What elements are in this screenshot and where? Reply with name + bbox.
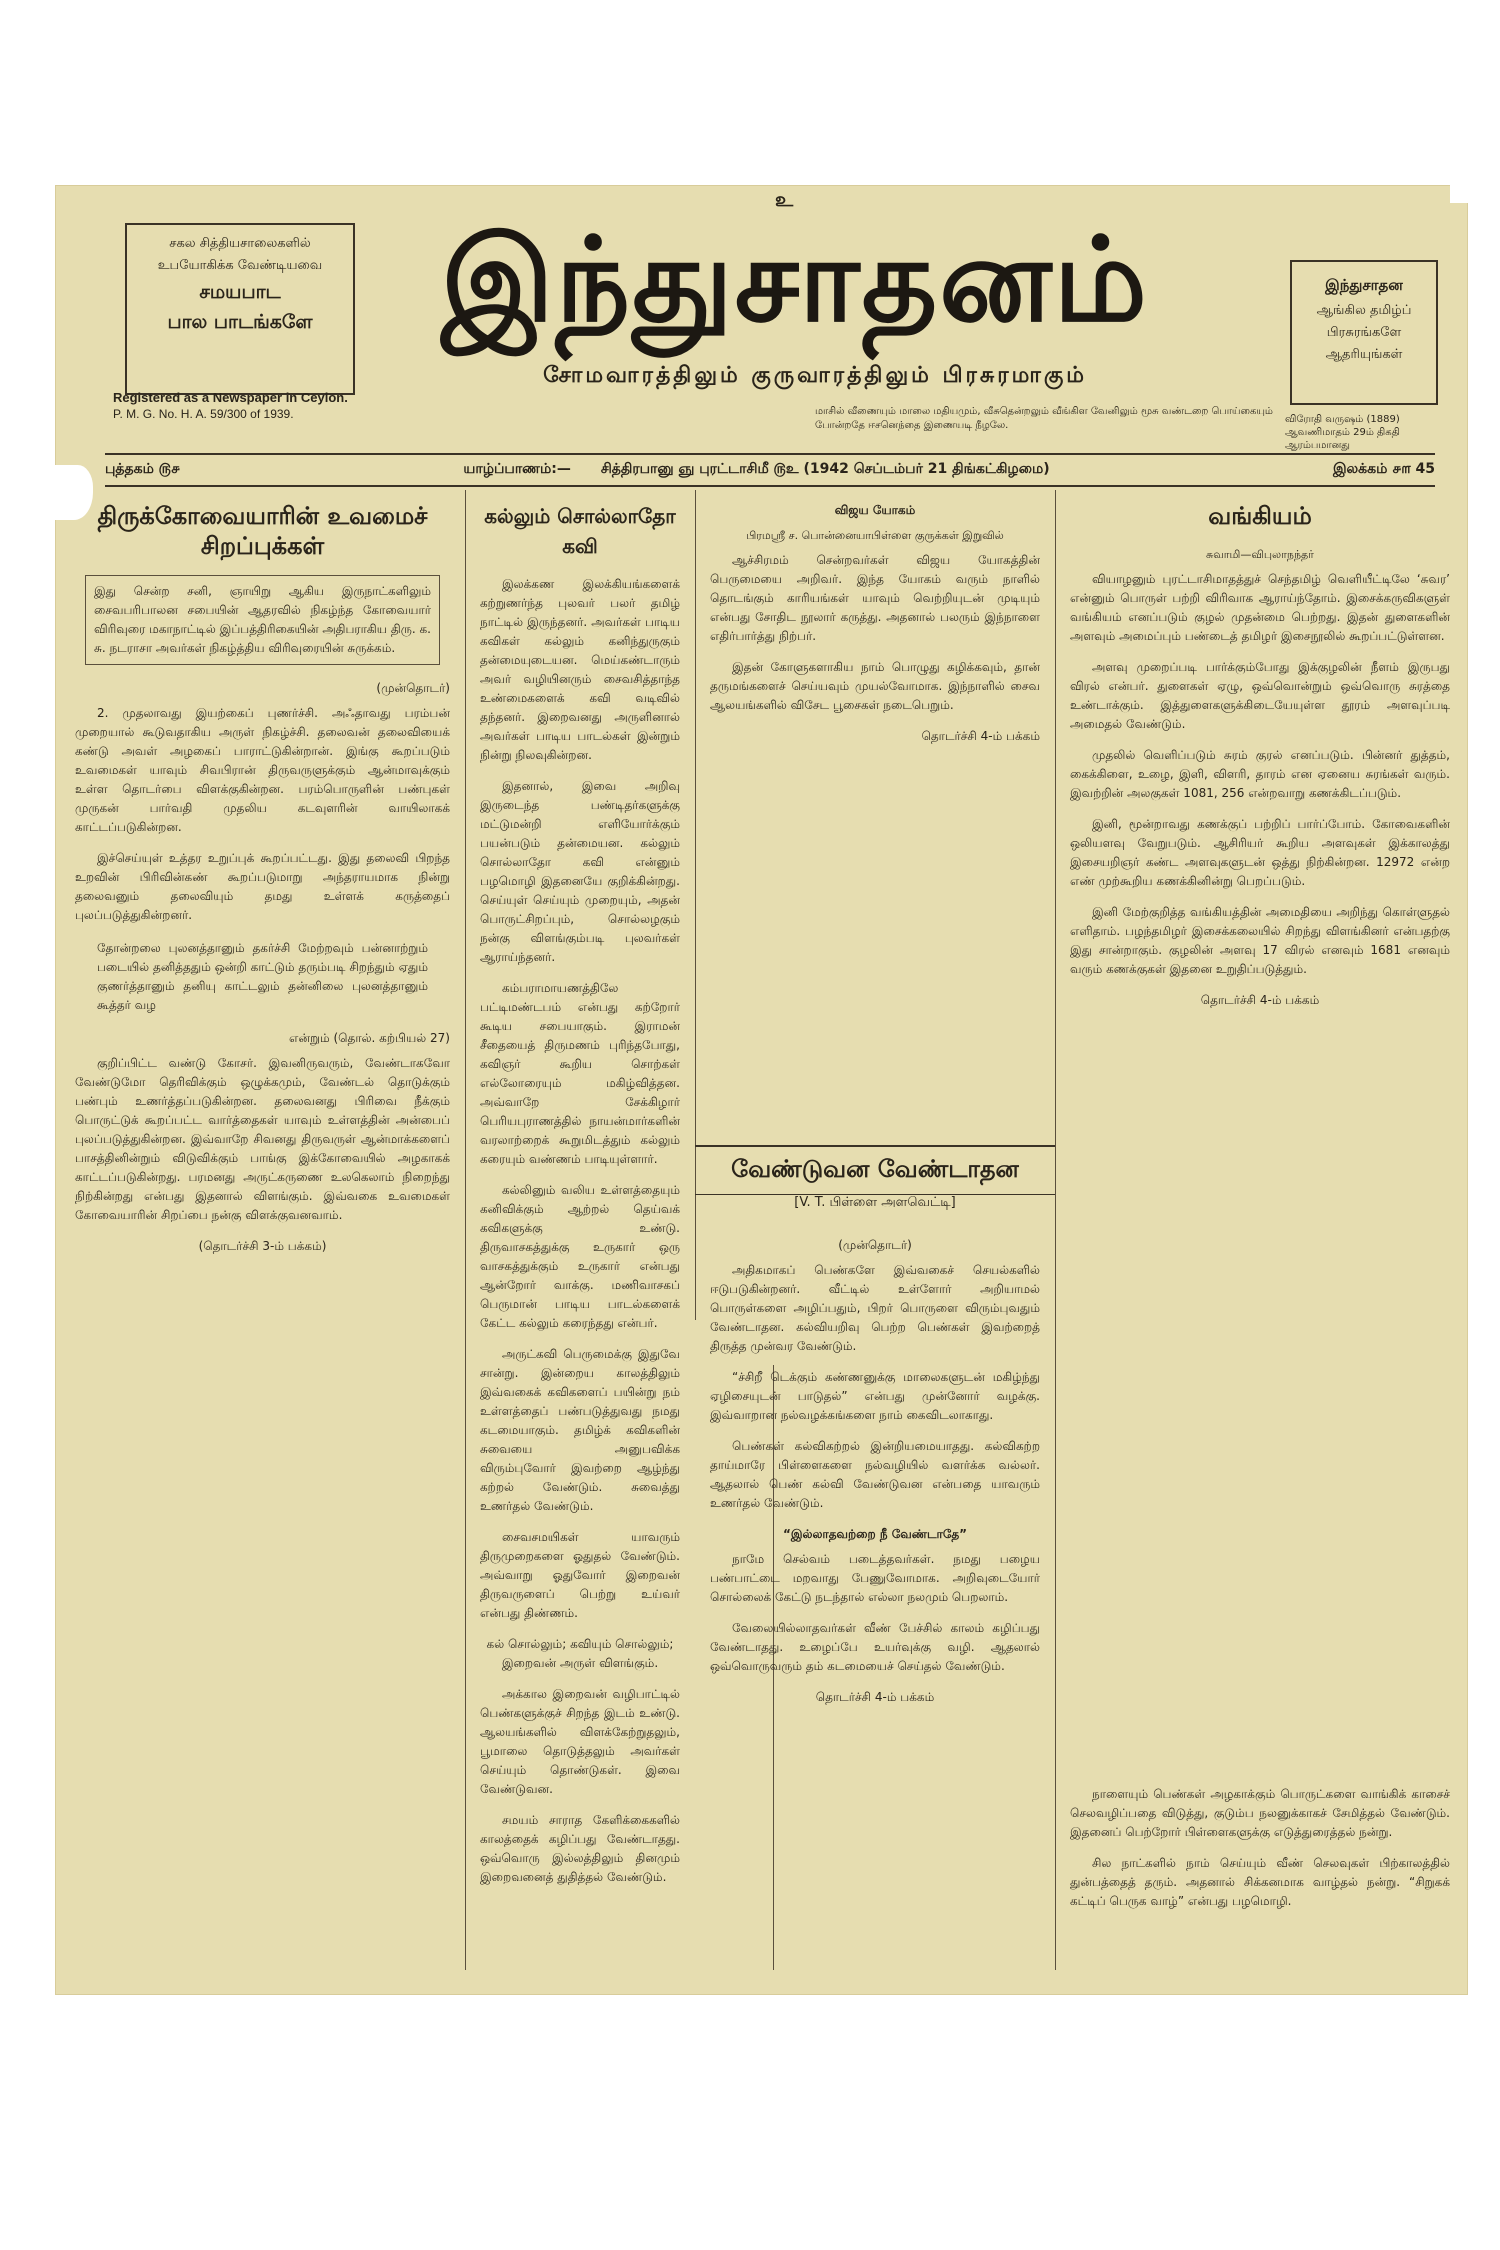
registration-line: Registered as a Newspaper in Ceylon. bbox=[113, 390, 348, 405]
article-kallum-continued bbox=[480, 1345, 680, 1679]
left-ear-line-4: பால பாடங்களே bbox=[167, 311, 313, 333]
issue-date: சித்திரபானு ஞு புரட்டாசிமீ ௫உ (1942 செப்டம்பர் 21 திங்கட்கிழமை) bbox=[600, 461, 1050, 477]
right-ear-line-3: பிரசுரங்களே bbox=[1326, 325, 1402, 340]
continuation-note: தொடர்ச்சி 4-ம் பக்கம் bbox=[1200, 993, 1320, 1007]
paragraph: இலக்கண இலக்கியங்களைக் கற்றுணர்ந்த புலவர் பலர் தமிழ் நாட்டில் இருந்தனர். அவர்கள் பாடிய கவிகள் கல்லும் கனிந்துருகும் தன்மையுடையன. மெய்கண்டாரும் அவர் வழியினரும் சைவசித்தாந்த உண்மைகளைக் கவி வடிவில் தந்தனர். இறைவனது அருளினால் அவர்கள் பாடிய பாடல்கள் இன்றும் நின்று நிலவுகின்றன. bbox=[480, 577, 680, 762]
article-kovaiyar bbox=[75, 497, 450, 1262]
article-endnote: கல் சொல்லும்; கவியும் சொல்லும்; இறைவன் அருள் விளங்கும். bbox=[486, 1637, 674, 1670]
right-ear-line-4: ஆதரியுங்கள் bbox=[1325, 347, 1403, 362]
masthead-verse: மாசில் வீணையும் மாலை மதியமும், வீசுதென்றலும் வீங்கிள வேனிலும் மூசு வண்டறை பொய்கையும் போன்றதே ஈசனெந்தை இணையடி நீழலே. bbox=[815, 406, 1273, 431]
article-kicker: விஜய யோகம் bbox=[834, 503, 916, 517]
paragraph: வியாழனும் புரட்டாசிமாதத்துச் செந்தமிழ் வெளியீட்டிலே ‘சுவர’ என்னும் பொருள் பற்றி விரிவாக ஆராய்ந்தோம். இசைக்கருவிகளுள் வங்கியம் எனப்படும் குழல் முதன்மை பெற்றது. இதன் துளைகளின் அளவும் அமைப்பும் பண்டைத் தமிழர் இசைநூலில் கூறப்பட்டுள்ளன. bbox=[1070, 572, 1450, 643]
paragraph: அக்கால இறைவன் வழிபாட்டில் பெண்களுக்குச் சிறந்த இடம் உண்டு. ஆலயங்களில் விளக்கேற்றுதலும், பூமாலை தொடுத்தலும் அவர்கள் செய்யும் தொண்டுகள். இவை வேண்டுவன. bbox=[480, 1687, 680, 1796]
paragraph: நாளையும் பெண்கள் அழகாக்கும் பொருட்களை வாங்கிக் காசைச் செலவழிப்பதை விடுத்து, குடும்ப நலனுக்காகச் சேமித்தல் வேண்டும். இதனைப் பெற்றோர் பிள்ளைகளுக்கு எடுத்துரைத்தல் நன்று. bbox=[1070, 1787, 1450, 1839]
issue-number: இலக்கம் ௪௱ 45 bbox=[1332, 461, 1435, 477]
article-title: வேண்டுவன வேண்டாதன bbox=[731, 1155, 1019, 1183]
paragraph: சமயம் சாராத கேளிக்கைகளில் காலத்தைக் கழிப்பது வேண்டாதது. ஒவ்வொரு இல்லத்திலும் தினமும் இறைவனைத் துதித்தல் வேண்டும். bbox=[480, 1813, 680, 1884]
right-ear-box bbox=[1290, 260, 1438, 405]
right-ear-line-2: ஆங்கில தமிழ்ப் bbox=[1316, 303, 1412, 318]
paragraph: சில நாட்களில் நாம் செய்யும் வீண் செலவுகள் பிற்காலத்தில் துன்பத்தைத் தரும். அதனால் சிக்கனமாக வாழ்தல் நன்று. “சிறுகக் கட்டிப் பெருக வாழ்” என்பது பழமொழி. bbox=[1070, 1856, 1450, 1908]
top-mark: உ bbox=[775, 187, 794, 211]
continued-note: (முன்தொடர்) bbox=[376, 681, 450, 695]
pmg-number: P. M. G. No. H. A. 59/300 of 1939. bbox=[113, 407, 294, 421]
volume-number: புத்தகம் ௫௪ bbox=[105, 461, 181, 477]
paragraph: இதனால், இவை அறிவு இருடைந்த பண்டிதர்களுக்கு மட்டுமன்றி எளியோர்க்கும் பயன்படும் தன்மையன. கல்லும் சொல்லாதோ கவி என்னும் பழமொழி இதனையே குறிக்கின்றது. செய்யுள் செய்யும் முறையும், அதன் பொருட்சிறப்பும், சொல்லழகும் நன்கு விளங்கும்படி புலவர்கள் ஆராய்ந்தனர். bbox=[480, 779, 680, 964]
paragraph: இதன் கோளுகளாகிய நாம் பொழுது கழிக்கவும், தான் தருமங்களைச் செய்யவும் முயல்வோமாக. இந்நாளில் சைவ ஆலயங்களில் விசேட பூசைகள் நடைபெறும். bbox=[710, 660, 1040, 712]
paragraph: சைவசமயிகள் யாவரும் திருமுறைகளை ஓதுதல் வேண்டும். அவ்வாறு ஓதுவோர் இறைவன் திருவருளைப் பெற்று உய்வர் என்பது திண்ணம். bbox=[480, 1530, 680, 1620]
page-corner bbox=[1450, 185, 1468, 203]
article-title: வங்கியம் bbox=[1208, 502, 1312, 530]
article-title-venduvana bbox=[695, 1145, 1055, 1195]
newspaper-title: இந்துசாதனம் bbox=[440, 212, 1150, 348]
continuation-note: (தொடர்ச்சி 3-ம் பக்கம்) bbox=[198, 1239, 327, 1253]
article-byline: [V. T. பிள்ளை அளவெட்டி] bbox=[794, 1195, 956, 1210]
paragraph: நாமே செல்வம் படைத்தவர்கள். நமது பழைய பண்பாட்டை மறவாது பேணுவோமாக. அறிவுடையோர் சொல்லைக் கேட்டு நடந்தால் எல்லா நலமும் பெறலாம். bbox=[710, 1552, 1040, 1604]
paragraph: 2. முதலாவது இயற்கைப் புணர்ச்சி. அஃதாவது பரம்பன் முறையால் கூடுவதாகிய அருள் நிகழ்ச்சி. தலைவன் தலைவியைக் கண்டு அவள் அழகைப் பாராட்டுகின்றான். இங்கு கூறப்படும் உவமைகள் யாவும் சிவபிரான் திருவருளுக்கும் ஆன்மாவுக்கும் உள்ள தொடர்பை விளக்குகின்றன. பரம்பொருளின் பண்புகள் முருகன் பார்வதி முதலிய கடவுளரின் வாயிலாகக் காட்டப்படுகின்றன. bbox=[75, 706, 450, 834]
article-title: திருக்கோவையாரின் உவமைச் சிறப்புக்கள் bbox=[97, 502, 428, 560]
left-ear-line-2: உபயோகிக்க வேண்டியவை bbox=[157, 258, 323, 273]
founded-note: விரோதி வருஷம் (1889) ஆவணிமாதம் 29ம் திகதி ஆரம்பமானது bbox=[1285, 414, 1400, 451]
article-vijaya-yogam bbox=[710, 497, 1040, 752]
column-rule bbox=[465, 490, 466, 1970]
paragraph: பெண்கள் கல்விகற்றல் இன்றியமையாதது. கல்விகற்ற தாய்மாரே பிள்ளைகளை நல்வழியில் வளர்க்க வல்லர். ஆதலால் பெண் கல்வி வேண்டுவன என்பதை யாவரும் உணர்தல் வேண்டும். bbox=[710, 1439, 1040, 1510]
paragraph: கல்லினும் வலிய உள்ளத்தையும் கனிவிக்கும் ஆற்றல் தெய்வக் கவிகளுக்கு உண்டு. திருவாசகத்துக்கு உருகார் ஒரு வாசகத்துக்கும் உருகார் என்பது ஆன்றோர் வாக்கு. மணிவாசகப் பெருமான் பாடிய பாடல்களைக் கேட்ட கல்லும் கரைந்தது என்பர். bbox=[480, 1183, 680, 1330]
article-vankiyam bbox=[1070, 497, 1450, 1016]
left-ear-line-1: சகல சித்தியசாலைகளில் bbox=[169, 236, 311, 251]
paragraph: அருட்கவி பெருமைக்கு இதுவே சான்று. இன்றைய காலத்திலும் இவ்வகைக் கவிகளைப் பயின்று நம் உள்ளத்தைப் பண்படுத்துவது நமது கடமையாகும். தமிழ்க் கவிகளின் சுவையை அனுபவிக்க விரும்புவோர் இவற்றை ஆழ்ந்து கற்றல் வேண்டும். சுவைத்து உணர்தல் வேண்டும். bbox=[480, 1347, 680, 1513]
article-venduvana-part1 bbox=[710, 1230, 1040, 1713]
paragraph: இச்செய்யுள் உத்தர உறுப்புக் கூறப்பட்டது. இது தலைவி பிறந்த உறவின் பிரிவின்கண் கூறப்படுமாறு அந்தராயமாக நின்று தலைவனும் தலைவியும் தமது உள்ளக் கருத்தைப் புலப்படுத்துகின்றனர். bbox=[75, 851, 450, 922]
article-lead: இது சென்ற சனி, ஞாயிறு ஆகிய இருநாட்களிலும் சைவபரிபாலன சபையின் ஆதரவில் நிகழ்ந்த கோவையார் விரிவுரை மகாநாட்டில் இப்பத்திரிகையின் அதிபராகிய திரு. க. சு. நடராசா அவர்கள் நிகழ்த்திய விரிவுரையின் சுருக்கம். bbox=[85, 575, 440, 665]
paragraph: அதிகமாகப் பெண்களே இவ்வகைச் செயல்களில் ஈடுபடுகின்றனர். வீட்டில் உள்ளோர் அறியாமல் பொருள்களை அழிப்பதும், பிறர் பொருளை விரும்புவதும் வேண்டாதன. கல்வியறிவு பெற்ற பெண்கள் இவற்றைத் திருத்த முன்வர வேண்டும். bbox=[710, 1263, 1040, 1353]
left-ear-line-3: சமயபாட bbox=[199, 281, 281, 303]
column-rule bbox=[1055, 490, 1056, 1970]
dateline-bar bbox=[105, 453, 1435, 487]
article-venduvana-part2 bbox=[1070, 1785, 1450, 1923]
newspaper-page bbox=[55, 185, 1468, 1995]
paragraph: இனி மேற்குறித்த வங்கியத்தின் அமைதியை அறிந்து கொள்ளுதல் எளிதாம். பழந்தமிழர் இசைக்கலையில் சிறந்து விளங்கினர் என்பதற்கு இது சான்றாகும். குழலின் அளவு 17 விரல் எனவும் 1681 எனவும் வரும் கணக்குகள் இதனை உறுதிப்படுத்தும். bbox=[1070, 905, 1450, 976]
article-byline: சுவாமி—விபுலாநந்தர் bbox=[1206, 548, 1314, 561]
paragraph: கம்பராமாயணத்திலே பட்டிமண்டபம் என்பது கற்றோர் கூடிய சபையாகும். இராமன் சீதையைத் திருமணம் புரிந்தபோது, கவிஞர் கூறிய சொற்கள் எல்லோரையும் மகிழ்வித்தன. அவ்வாறே சேக்கிழார் பெரியபுராணத்தில் நாயன்மார்களின் வரலாற்றைக் கூறுமிடத்தும் கல்லும் கரையும் வண்ணம் பாடியுள்ளார். bbox=[480, 981, 680, 1166]
paragraph: வேலையில்லாதவர்கள் வீண் பேச்சில் காலம் கழிப்பது வேண்டாதது. உழைப்பே உயர்வுக்கு வழி. ஆதலால் ஒவ்வொருவரும் தம் கடமையைச் செய்தல் வேண்டும். bbox=[710, 1621, 1040, 1673]
article-venduvana-part3 bbox=[480, 1685, 680, 1899]
newspaper-subtitle: சோமவாரத்திலும் குருவாரத்திலும் பிரசுரமாகும் bbox=[543, 363, 1087, 388]
right-ear-line-1: இந்துசாதன bbox=[1325, 276, 1403, 294]
verse-quote: தோன்றலை புலனத்தானும் தகர்ச்சி மேற்றவும் பன்னாற்றும் படையில் தனித்ததும் ஒன்றி காட்டும் தரும்படி சிறந்தும் ஏதும் குணர்த்தானும் தனியு காட்டலும் தன்னிலை புலனத்தானும் கூத்தர் வழ bbox=[97, 941, 428, 1012]
verse-reference: என்றும் (தொல். கற்பியல் 27) bbox=[288, 1031, 450, 1045]
paragraph: “ச்சிறீ டெக்கும் கண்ணனுக்கு மாலைகளுடன் மகிழ்ந்து ஏழிசையுடன் பாடுதல்” என்பது முன்னோர் வழக்கு. இவ்வாறான நல்வழக்கங்களை நாம் கைவிடலாகாது. bbox=[710, 1370, 1040, 1422]
article-title: கல்லும் சொல்லாதோ கவி bbox=[484, 504, 676, 558]
paragraph: இனி, மூன்றாவது கணக்குப் பற்றிப் பார்ப்போம். கோவைகளின் ஒலியளவு வேறுபடும். ஆசிரியர் கூறிய அளவுகள் இக்காலத்து இசையறிஞர் கண்ட அளவுகளுடன் ஒத்து நிற்கின்றன. 12972 என்ற எண் முற்கூறிய கணக்கினின்று பெறப்படும். bbox=[1070, 817, 1450, 888]
place-name: யாழ்ப்பாணம்:— bbox=[463, 461, 571, 477]
continued-note: (முன்தொடர்) bbox=[838, 1238, 912, 1252]
continuation-note: தொடர்ச்சி 4-ம் பக்கம் bbox=[921, 729, 1040, 743]
article-byline: பிரமஸ்ரீ ச. பொன்னையாபிள்ளை குருக்கள் இறுவில் bbox=[746, 529, 1004, 542]
pull-quote: “இல்லாதவற்றை நீ வேண்டாதே” bbox=[782, 1527, 968, 1541]
registration-notice bbox=[113, 390, 413, 422]
paragraph: முதலில் வெளிப்படும் சுரம் குரல் எனப்படும். பின்னர் துத்தம், கைக்கிளை, உழை, இளி, விளரி, தாரம் என ஏனைய சுரங்கள் வரும். இவற்றின் அலகுகள் 1081, 256 என்றவாறு கணக்கிடப்படும். bbox=[1070, 748, 1450, 800]
paragraph: ஆச்சிரமம் சென்றவர்கள் விஜய யோகத்தின் பெருமையை அறிவர். இந்த யோகம் வரும் நாளில் தொடங்கும் காரியங்கள் யாவும் வெற்றியுடன் முடியும் என்பது சோதிட நூலார் கருத்து. அதனால் பலரும் இந்நாளை எதிர்பார்த்து நிற்பர். bbox=[710, 553, 1040, 643]
continuation-note: தொடர்ச்சி 4-ம் பக்கம் bbox=[815, 1690, 935, 1704]
paragraph: குறிப்பிட்ட வண்டு கோசர். இவனிருவரும், வேண்டாகவோ வேண்டுமோ தெரிவிக்கும் ஒழுக்கமும், வேண்டல் தொடுக்கும் பண்பும் உணர்த்தப்படுகின்றன. தலைவனது பிரிவை நீக்கும் பொருட்டுக் கூறப்பட்ட வார்த்தைகள் யாவும் உள்ளத்தின் அன்பைப் புலப்படுத்துகின்றன. இவ்வாறே சிவனது திருவருள் ஆன்மாக்களைப் பாசத்தினின்றும் விடுவிக்கும் பாங்கு இக்கோவையில் அழகாகக் காட்டப்படுகின்றது. பரமனது அருட்கருணை உலகெலாம் நிறைந்து நிற்கின்றது என்பது இதனால் விளங்கும். இவ்வகை உவமைகள் கோவையாரின் சிறப்பை நன்கு விளக்குவனவாம். bbox=[75, 1056, 450, 1222]
paragraph: அளவு முறைப்படி பார்க்கும்போது இக்குழலின் நீளம் இருபது விரல் என்பர். துளைகள் ஏழு, ஒவ்வொன்றும் ஒவ்வொரு சுரத்தை உண்டாக்கும். இத்துளைகளுக்கிடையேயுள்ள தூரம் அளவுப்படி அமைதல் வேண்டும். bbox=[1070, 660, 1450, 731]
article-kallum bbox=[480, 497, 680, 1345]
